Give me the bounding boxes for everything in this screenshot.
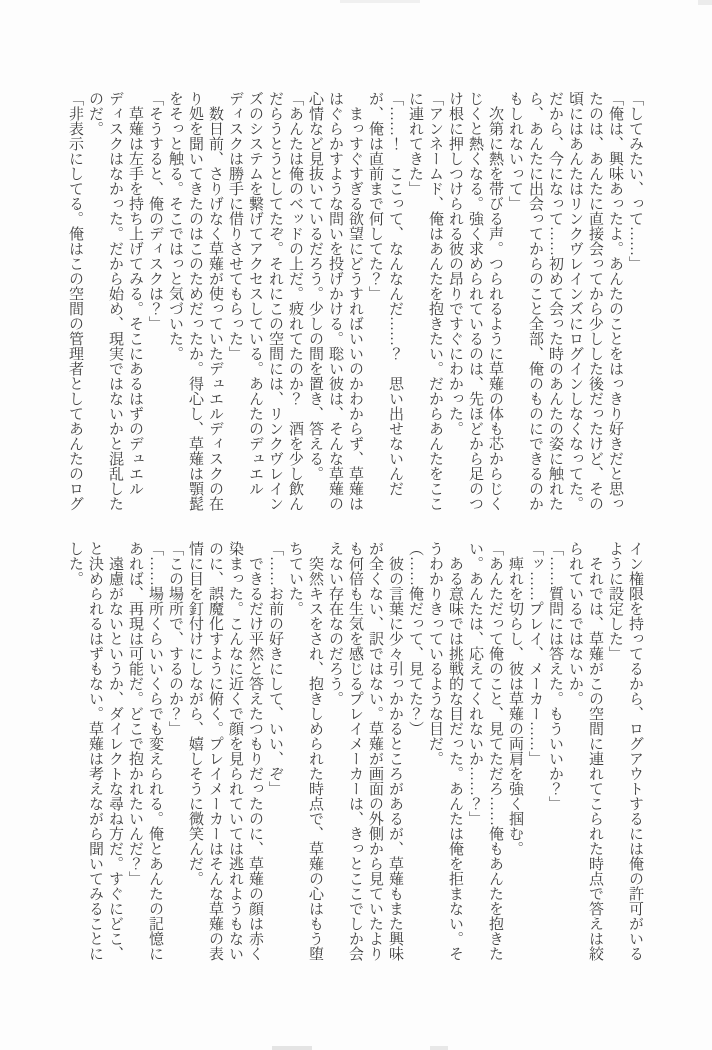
scan-artifact [430,1046,448,1050]
paragraph: 草薙は左手を持ち上げてみる。そこにあるはずのデュエルディスクはなかった。だから始め、現実ではないかと混乱したのだ。 [87,91,143,511]
paragraph: 「……！ ここって、なんなんだ……？ 思い出せないんだが、俺は直前まで何してた？」 [367,91,403,496]
paragraph: 彼の言葉に少々引っかかるところがあるが、草薙もまた興味が全くない、訳ではない。草薙が画面の外側から見ていたよりも何倍も生気を感じるプレイメーカーは、きっとここでしか会えない存在なのだろう。 [327,541,403,961]
scan-artifact [340,0,420,3]
paragraph: 突然キスをされ、抱きしめられた時点で、草薙の心はもう堕ちていた。 [287,541,323,961]
paragraph: 「あんたは俺のベッドの上だ。疲れてたのか？ 酒を少し飲んだらうとうとしてたぞ。それにこの空間には、リンクヴレインズのシステムを繋げてアクセスしている。あんたのデュエルディスクは勝手に借りさせてもらった」 [227,91,303,511]
paragraph: 「してみたい、って……」 [627,91,643,271]
paragraph: 「……場所くらいいくらでも変えられる。俺とあんたの記憶にあれば、再現は可能だ。どこで抱かれたいんだ？」 [127,541,163,961]
paragraph: まっすぐすぎる欲望にどうすればいいのかわからず、草薙ははぐらかすような問いを投げかける。聡い彼は、そんな草薙の心情など見抜いているだろう。少しの間を置き、答える。 [307,91,363,511]
paragraph: 次第に熱を帯びる声。つられるように草薙の体も芯からじくじくと熱くなる。強く求められているのは、先ほどから足のつけ根に押しつけられる彼の昂りですぐにわかった。 [447,91,503,511]
bottom-text-block [65,541,645,967]
paragraph: それでは、草薙がこの空間に連れてこられた時点で答えは絞られているではないか。 [567,541,603,961]
paragraph: 「そうすると、俺のディスクは？」 [147,91,163,331]
scan-artifact [698,0,712,5]
scan-artifact [272,1046,312,1050]
paragraph: ある意味では挑戦的な目だった。あんたは俺を拒まない。そうわかりきっているような目だ。 [427,541,463,961]
paragraph: 「この場所で、するのか？」 [167,541,183,736]
top-text-block [65,91,645,517]
paragraph: 「あんただって俺のこと、見てただろ……俺もあんたを抱きたい。あんたは、応えてくれないか……？」 [467,541,503,961]
paragraph: イン権限を持ってるから、ログアウトするには俺の許可がいるように設定した」 [607,541,643,961]
paragraph: 遠慮がないというか、ダイレクトな尋ね方だ。すぐにどこ、と決められるはずもない。草薙は考えながら聞いてみることにした。 [67,541,123,961]
paragraph: （……俺だって、見てた？） [407,541,423,736]
paragraph: 「俺は、興味あったよ。あんたのことをはっきり好きだと思ったのは、あんたに直接会ってから少しした後だったけど、その頃にはあんたはリンクヴレインズにログインしなくなってた。だから、今になって……初めて会った時のあんたの姿に触れたら、あんたに出会ってからのこと全部、俺のものにできるのかもしれないって」 [507,91,623,511]
paragraph: 痺れを切らし、彼は草薙の両肩を強く掴む。 [507,541,523,856]
paragraph: 「ッ……プレイ、メーカー……」 [527,541,543,766]
paragraph: 「……質問には答えた。もういいか？」 [547,541,563,811]
paragraph: 「……お前の好きにして、いい、ぞ」 [267,541,283,796]
paragraph: 「アンネームド、俺はあんたを抱きたい。だからあんたをここに連れてきた」 [407,91,443,511]
paragraph: 数日前、さりげなく草薙が使っていたデュエルディスクの在り処を聞いてきたのはこのためだったか。得心し、草薙は顎髭をそっと触る。そこではっと気づいた。 [167,91,223,511]
paragraph: できるだけ平然と答えたつもりだったのに、草薙の顔は赤く染まった。こんなに近くで顔を見られていては逃れようもないのに、誤魔化すように俯く。プレイメーカーはそんな草薙の表情に目を釘付けにしながら、嬉しそうに微笑んだ。 [187,541,263,961]
paragraph: 「非表示にしてる。俺はこの空間の管理者としてあんたのログ [67,91,83,511]
